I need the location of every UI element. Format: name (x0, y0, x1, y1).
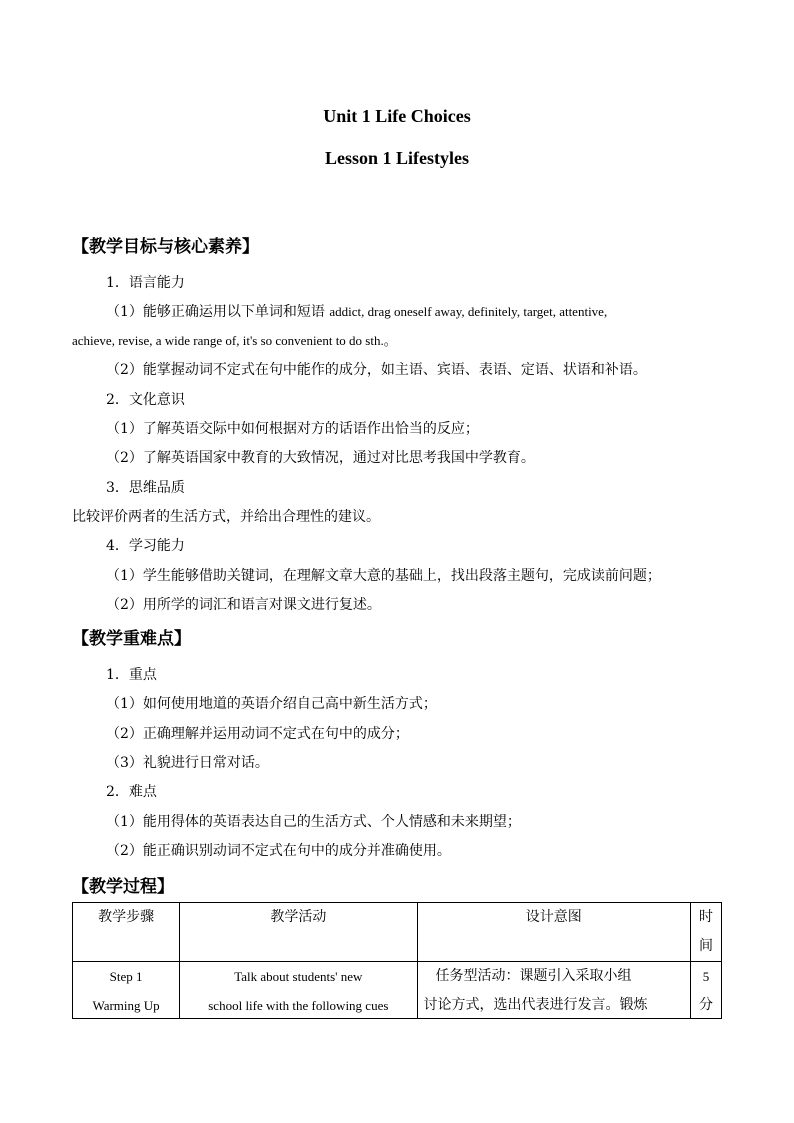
header-step: 教学步骤 (73, 903, 180, 962)
row1-intent: 任务型活动：课题引入采取小组 讨论方式，选出代表进行发言。锻炼 (417, 962, 690, 1019)
table-header-row (73, 903, 722, 962)
unit-title: Unit 1 Life Choices (323, 106, 471, 126)
key-title: 1．重点 (106, 667, 157, 683)
section-heading-objectives: 【教学目标与核心素养】 (72, 237, 259, 257)
difficulty-item-2: （2）能正确识别动词不定式在句中的成分并准确使用。 (106, 843, 451, 859)
row1-time: 5 分 (690, 962, 721, 1019)
key-item-2: （2）正确理解并运用动词不定式在句中的成分； (106, 726, 409, 742)
header-time: 时 间 (690, 903, 721, 962)
section-heading-process: 【教学过程】 (72, 877, 174, 897)
thinking-item-1: 比较评价两者的生活方式，并给出合理性的建议。 (72, 509, 380, 525)
table-row (73, 962, 722, 1019)
learning-item-2: （2）用所学的词汇和语言对课文进行复述。 (106, 597, 381, 613)
culture-item-1: （1）了解英语交际中如何根据对方的话语作出恰当的反应； (106, 421, 479, 437)
language-item-1-cn: （1）能够正确运用以下单词和短语 (106, 304, 325, 320)
key-item-1: （1）如何使用地道的英语介绍自己高中新生活方式； (106, 696, 437, 712)
culture-item-2: （2）了解英语国家中教育的大致情况，通过对比思考我国中学教育。 (106, 450, 535, 466)
language-ability-item-2: （2）能掌握动词不定式在句中能作的成分，如主语、宾语、表语、定语、状语和补语。 (106, 362, 647, 378)
thinking-title: 3．思维品质 (106, 480, 185, 496)
language-item-1-en: addict, drag oneself away, definitely, target, attentive, (329, 304, 608, 319)
learning-title: 4．学习能力 (106, 538, 185, 554)
language-ability-item-1-cont: achieve, revise, a wide range of, it's so convenient to do sth.。 (72, 333, 397, 348)
lesson-title: Lesson 1 Lifestyles (325, 148, 469, 168)
culture-title: 2．文化意识 (106, 392, 185, 408)
row1-step: Step 1 Warming Up (73, 962, 180, 1019)
language-ability-title: 1．语言能力 (106, 275, 185, 291)
difficulty-title: 2．难点 (106, 784, 157, 800)
header-intent: 设计意图 (417, 903, 690, 962)
teaching-process-table (72, 902, 722, 1019)
section-heading-key-points: 【教学重难点】 (72, 629, 191, 649)
difficulty-item-1: （1）能用得体的英语表达自己的生活方式、个人情感和未来期望； (106, 814, 521, 830)
learning-item-1: （1）学生能够借助关键词，在理解文章大意的基础上，找出段落主题句，完成读前问题； (106, 568, 661, 584)
row1-activity: Talk about students' new school life with the following cues (180, 962, 417, 1019)
key-item-3: （3）礼貌进行日常对话。 (106, 755, 269, 771)
header-activity: 教学活动 (180, 903, 417, 962)
language-ability-item-1 (106, 302, 607, 322)
